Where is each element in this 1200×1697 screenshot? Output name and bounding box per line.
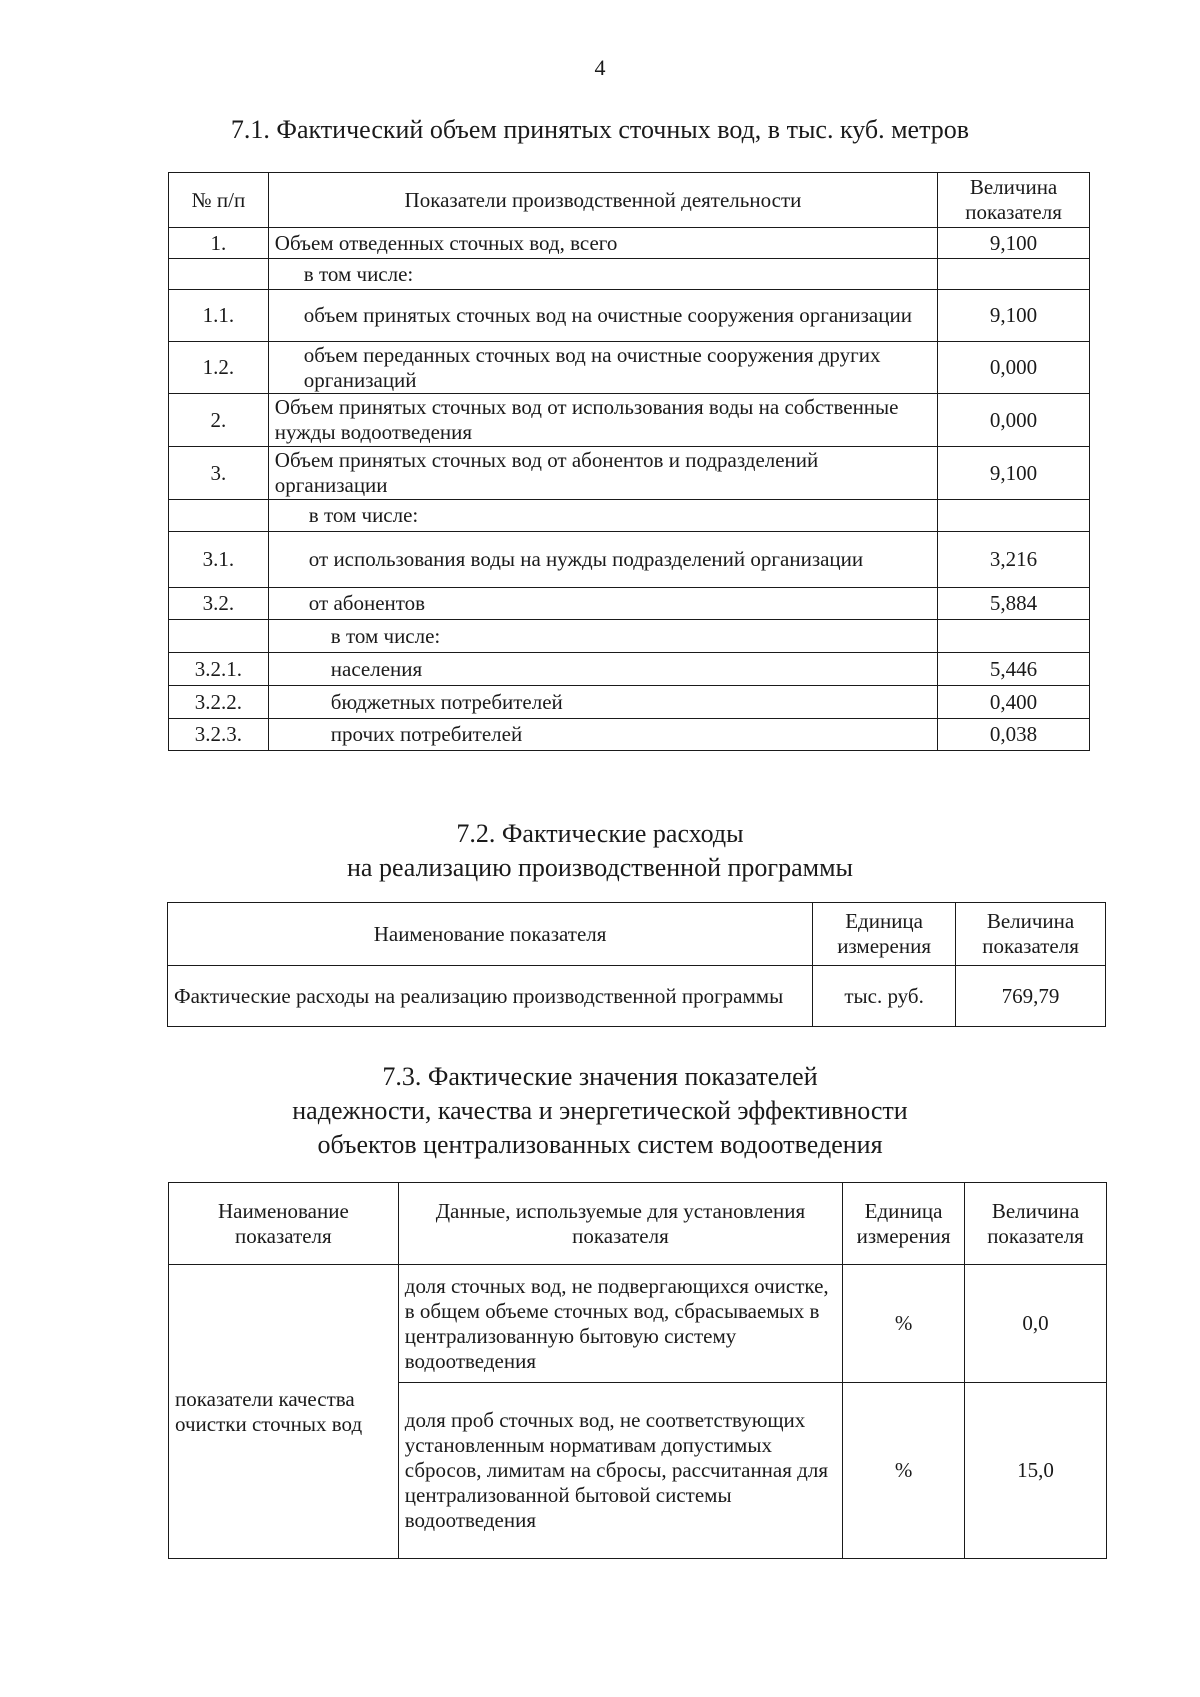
row-name: Фактические расходы на реализацию производственной программы	[168, 966, 813, 1027]
row-unit: %	[843, 1265, 965, 1383]
row-num: 3.2.	[169, 588, 269, 620]
table-row	[169, 686, 1090, 719]
row-num	[169, 259, 269, 290]
group-name: показатели качества очистки сточных вод	[169, 1265, 399, 1559]
header-num: № п/п	[169, 173, 269, 228]
table-row	[169, 259, 1090, 290]
section-7-3-title-line3: объектов централизованных систем водоотведения	[317, 1130, 883, 1159]
row-value: 9,100	[938, 447, 1090, 500]
row-value: 5,446	[938, 653, 1090, 686]
header-value: Величина показателя	[965, 1183, 1107, 1265]
row-label: объем переданных сточных вод на очистные сооружения других организаций	[268, 342, 937, 394]
row-label: от использования воды на нужды подразделений организации	[268, 532, 937, 588]
row-num	[169, 500, 269, 532]
section-7-1-title: 7.1. Фактический объем принятых сточных вод, в тыс. куб. метров	[230, 115, 970, 144]
row-num: 3.2.3.	[169, 719, 269, 751]
row-num: 3.2.1.	[169, 653, 269, 686]
table-header-row	[169, 1183, 1107, 1265]
row-value	[938, 500, 1090, 532]
table-row	[168, 966, 1106, 1027]
row-value: 0,038	[938, 719, 1090, 751]
row-label: в том числе:	[268, 620, 937, 653]
row-value: 9,100	[938, 290, 1090, 342]
row-label: в том числе:	[268, 259, 937, 290]
row-label: от абонентов	[268, 588, 937, 620]
table-7-1-wastewater-volume	[168, 172, 1090, 751]
table-row	[169, 500, 1090, 532]
row-label: прочих потребителей	[268, 719, 937, 751]
header-indicator: Показатели производственной деятельности	[268, 173, 937, 228]
header-name: Наименование показателя	[169, 1183, 399, 1265]
table-row	[169, 447, 1090, 500]
table-row	[169, 342, 1090, 394]
header-name: Наименование показателя	[168, 903, 813, 966]
row-label: Объем принятых сточных вод от использования воды на собственные нужды водоотведения	[268, 394, 937, 447]
table-header-row	[169, 173, 1090, 228]
table-row	[169, 588, 1090, 620]
table-row	[169, 394, 1090, 447]
header-value: Величина показателя	[956, 903, 1106, 966]
row-value: 0,0	[965, 1265, 1107, 1383]
header-unit: Единица измерения	[813, 903, 956, 966]
row-num: 1.1.	[169, 290, 269, 342]
row-num: 1.	[169, 228, 269, 259]
row-label: бюджетных потребителей	[268, 686, 937, 719]
row-label: в том числе:	[268, 500, 937, 532]
section-7-3-title-line2: надежности, качества и энергетической эффективности	[292, 1096, 908, 1125]
row-value: 15,0	[965, 1383, 1107, 1559]
header-data: Данные, используемые для установления показателя	[398, 1183, 842, 1265]
row-value: 0,400	[938, 686, 1090, 719]
row-value: 769,79	[956, 966, 1106, 1027]
row-unit: тыс. руб.	[813, 966, 956, 1027]
row-num: 1.2.	[169, 342, 269, 394]
table-7-3-reliability-indicators	[168, 1182, 1107, 1559]
row-num: 2.	[169, 394, 269, 447]
section-7-2-title-line2: на реализацию производственной программы	[346, 853, 853, 882]
table-header-row	[168, 903, 1106, 966]
section-7-2-title	[0, 817, 1200, 885]
row-num: 3.1.	[169, 532, 269, 588]
section-7-3-title-line1: 7.3. Фактические значения показателей	[382, 1062, 818, 1091]
row-value: 0,000	[938, 394, 1090, 447]
row-label: населения	[268, 653, 937, 686]
row-label: Объем отведенных сточных вод, всего	[268, 228, 937, 259]
row-value	[938, 620, 1090, 653]
table-row	[169, 290, 1090, 342]
table-row	[169, 620, 1090, 653]
row-data: доля проб сточных вод, не соответствующих установленным нормативам допустимых сбросов, лимитам на сбросы, рассчитанная для централизованной бытовой системы водоотведения	[398, 1383, 842, 1559]
row-unit: %	[843, 1383, 965, 1559]
table-7-2-expenses	[167, 902, 1106, 1027]
row-value: 9,100	[938, 228, 1090, 259]
row-num: 3.	[169, 447, 269, 500]
row-value: 5,884	[938, 588, 1090, 620]
row-data: доля сточных вод, не подвергающихся очистке, в общем объеме сточных вод, сбрасываемых в централизованную бытовую систему водоотведения	[398, 1265, 842, 1383]
row-value: 0,000	[938, 342, 1090, 394]
table-row	[169, 719, 1090, 751]
header-unit: Единица измерения	[843, 1183, 965, 1265]
row-num: 3.2.2.	[169, 686, 269, 719]
row-num	[169, 620, 269, 653]
page-number: 4	[594, 55, 606, 80]
table-row	[169, 1265, 1107, 1383]
table-row	[169, 532, 1090, 588]
section-7-3-title	[0, 1060, 1200, 1162]
row-label: объем принятых сточных вод на очистные сооружения организации	[268, 290, 937, 342]
table-row	[169, 228, 1090, 259]
section-7-2-title-line1: 7.2. Фактические расходы	[456, 819, 744, 848]
row-value: 3,216	[938, 532, 1090, 588]
row-label: Объем принятых сточных вод от абонентов и подразделений организации	[268, 447, 937, 500]
table-row	[169, 653, 1090, 686]
row-value	[938, 259, 1090, 290]
header-value: Величина показателя	[938, 173, 1090, 228]
